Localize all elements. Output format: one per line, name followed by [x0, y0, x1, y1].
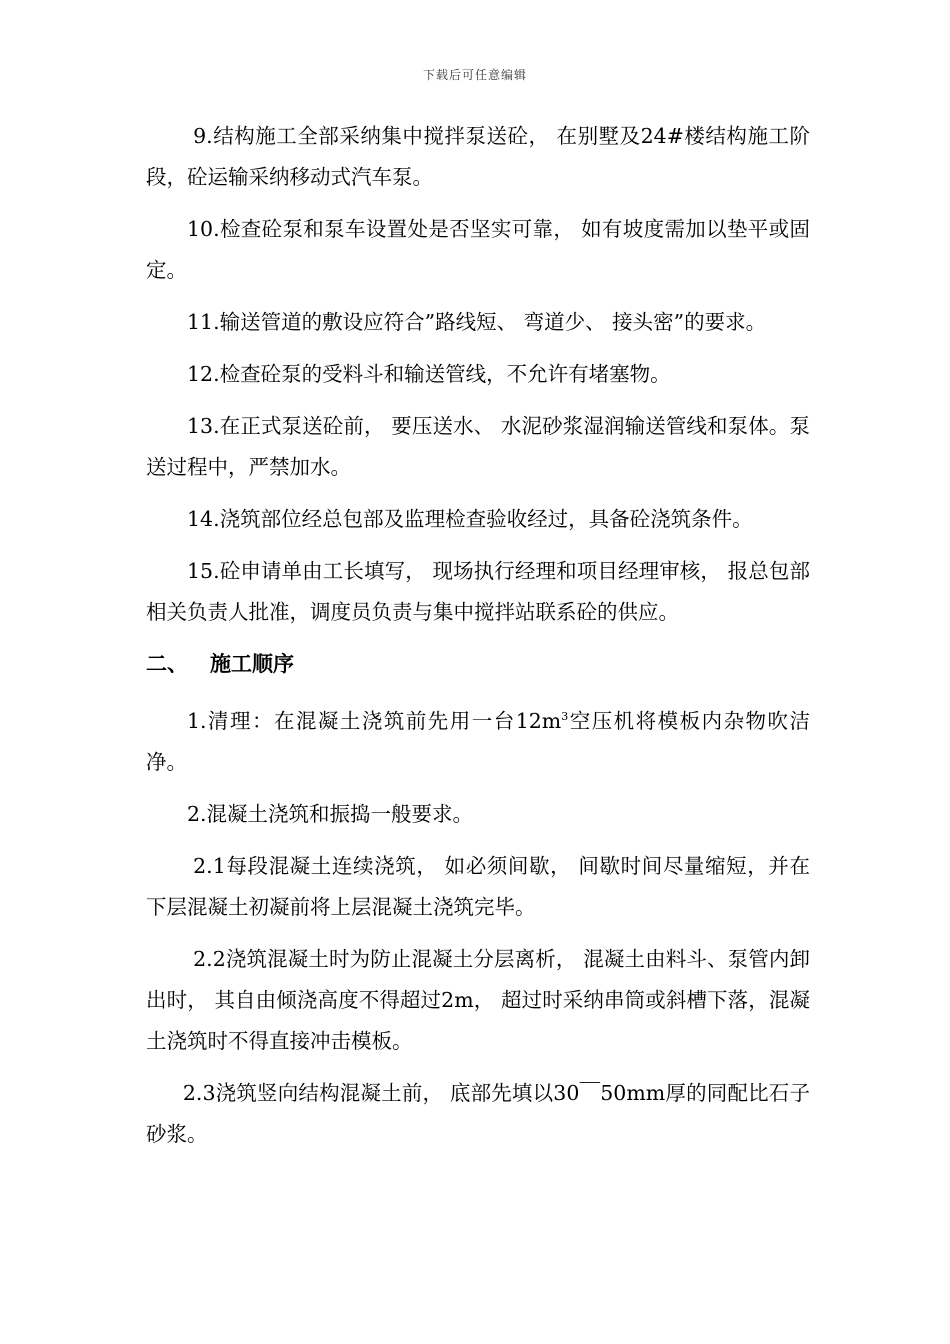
paragraph-item-13: 13.在正式泵送砼前， 要压送水、 水泥砂浆湿润输送管线和泵体。泵送过程中，严禁加水。 — [146, 414, 810, 479]
step-1-text-before: 1.清理：在混凝土浇筑前先用一台12m — [187, 709, 562, 733]
document-body — [146, 116, 810, 1166]
section-heading — [146, 644, 810, 685]
paragraph-step-2-2: 2.2浇筑混凝土时为防止混凝土分层离析， 混凝土由料斗、泵管内卸出时， 其自由倾浇高度不得超过2m， 超过时采纳串筒或斜槽下落，混凝土浇筑时不得直接冲击模板。 — [146, 947, 810, 1053]
paragraph-item-11: 11.输送管道的敷设应符合”路线短、 弯道少、 接头密”的要求。 — [187, 310, 767, 334]
paragraph-step-1 — [146, 701, 810, 783]
section-number: 二、 — [146, 652, 188, 676]
header-note: 下载后可任意编辑 — [422, 68, 527, 82]
paragraph-item-12: 12.检查砼泵的受料斗和输送管线，不允许有堵塞物。 — [187, 362, 671, 386]
paragraph-item-14: 14.浇筑部位经总包部及监理检查验收经过，具备砼浇筑条件。 — [187, 507, 753, 531]
step-1-text-after: 空压机将模板内杂物吹洁净。 — [146, 709, 810, 774]
paragraph-item-9: 9.结构施工全部采纳集中搅拌泵送砼， 在别墅及24#楼结构施工阶段，砼运输采纳移动式汽车泵。 — [146, 124, 810, 189]
paragraph-step-2: 2.混凝土浇筑和振捣一般要求。 — [187, 802, 474, 826]
paragraph-item-15: 15.砼申请单由工长填写， 现场执行经理和项目经理审核， 报总包部相关负责人批准，调度员负责与集中搅拌站联系砼的供应。 — [146, 559, 810, 624]
paragraph-step-2-1: 2.1每段混凝土连续浇筑， 如必须间歇， 间歇时间尽量缩短，并在下层混凝土初凝前将上层混凝土浇筑完毕。 — [146, 854, 810, 919]
paragraph-step-2-3: 2.3浇筑竖向结构混凝土前， 底部先填以30￣50mm厚的同配比石子砂浆。 — [146, 1081, 810, 1146]
paragraph-item-10: 10.检查砼泵和泵车设置处是否坚实可靠， 如有坡度需加以垫平或固定。 — [146, 217, 810, 282]
section-title: 施工顺序 — [210, 652, 294, 676]
cubic-superscript: 3 — [561, 710, 569, 724]
